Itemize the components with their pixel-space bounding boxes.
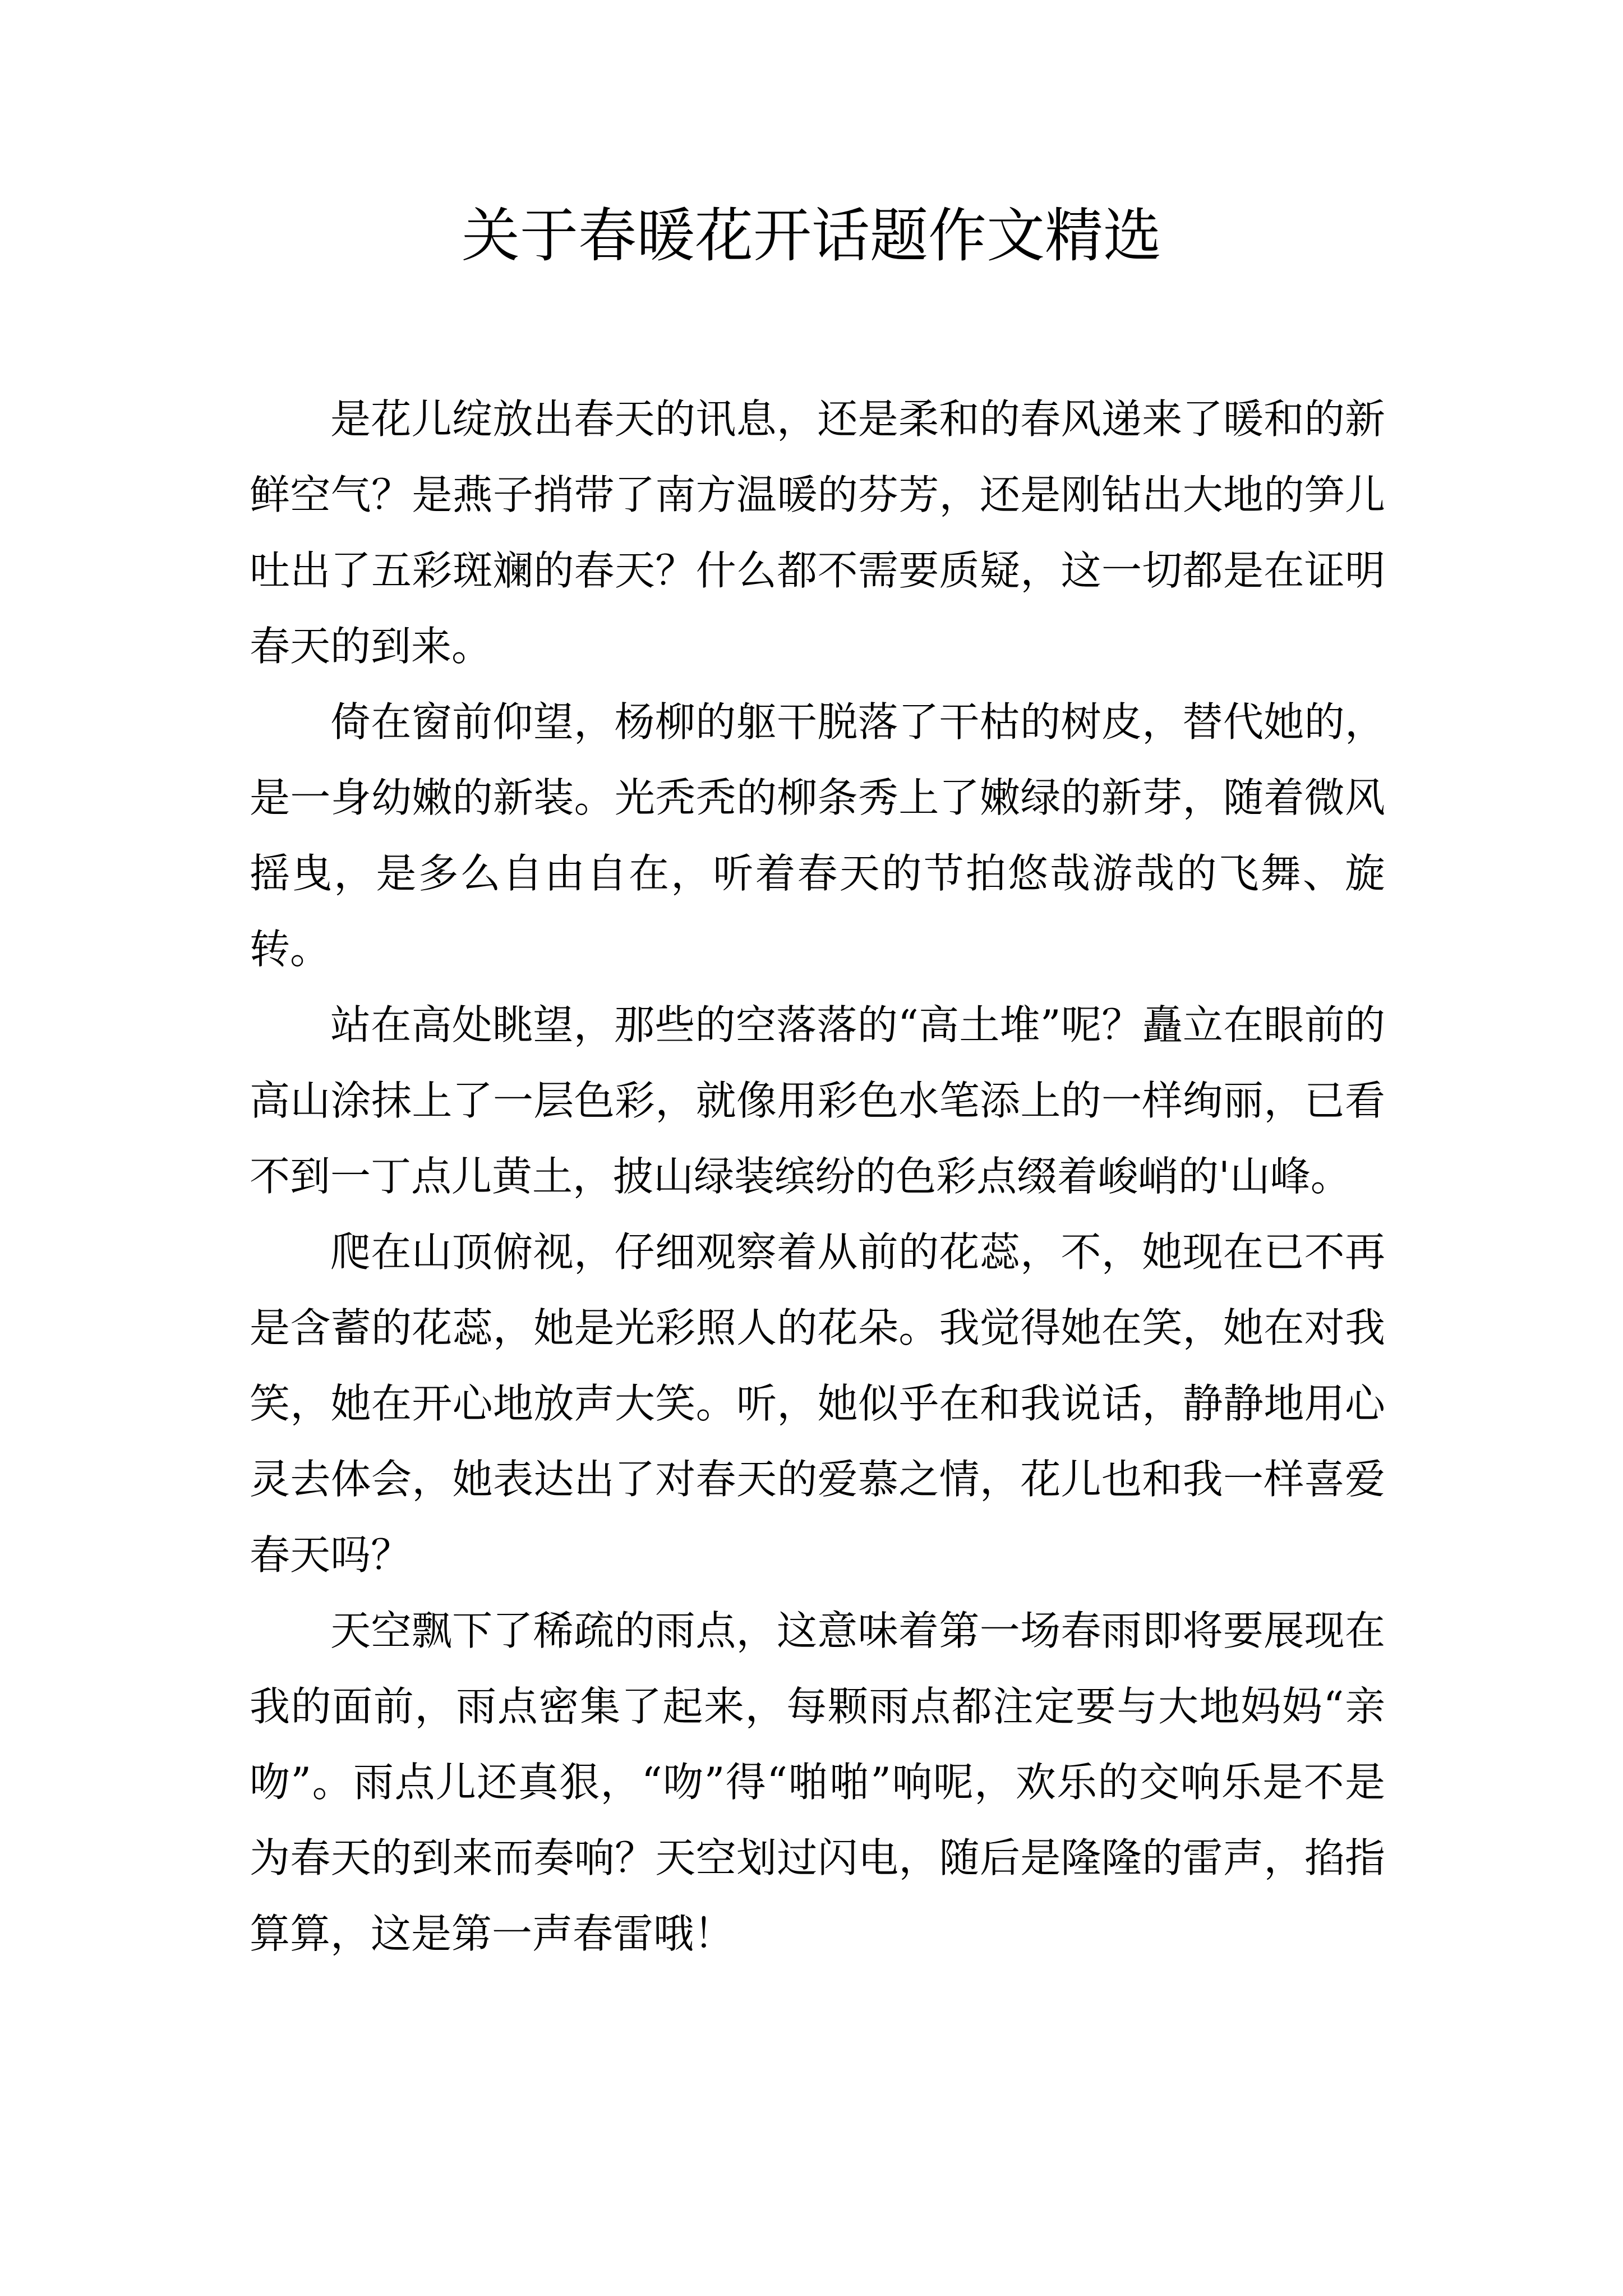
paragraph-5: 天空飘下了稀疏的雨点，这意味着第一场春雨即将要展现在我的面前，雨点密集了起来，每颗雨点都注定要与大地妈妈“亲吻”。雨点儿还真狠，“吻”得“啪啪”响呢，欢乐的交响乐是不是为春天的到来而奏响？天空划过闪电，随后是隆隆的雷声，掐指算算，这是第一声春雷哦！ (250, 1607, 1385, 1957)
paragraph-1: 是花儿绽放出春天的讯息，还是柔和的春风递来了暖和的新鲜空气？是燕子捎带了南方温暖的芬芳，还是刚钻出大地的笋儿吐出了五彩斑斓的春天？什么都不需要质疑，这一切都是在证明春天的到来。 (250, 395, 1385, 670)
document-title: 关于春暖花开话题作文精选 (461, 201, 1161, 270)
document-body (250, 381, 1385, 1972)
paragraph-4: 爬在山顶俯视，仔细观察着从前的花蕊，不，她现在已不再是含蓄的花蕊，她是光彩照人的花朵。我觉得她在笑，她在对我笑，她在开心地放声大笑。听，她似乎在和我说话，静静地用心灵去体会，她表达出了对春天的爱慕之情，花儿也和我一样喜爱春天吗？ (250, 1228, 1385, 1579)
paragraph-2: 倚在窗前仰望，杨柳的躯干脱落了干枯的树皮，替代她的，是一身幼嫩的新装。光秃秃的柳条秀上了嫩绿的新芽，随着微风摇曳，是多么自由自在，听着春天的节拍悠哉游哉的飞舞、旋转。 (250, 698, 1385, 973)
paragraph-3: 站在高处眺望，那些的空落落的“高土堆”呢？矗立在眼前的高山涂抹上了一层色彩，就像用彩色水笔添上的一样绚丽，已看不到一丁点儿黄土，披山绿装缤纷的色彩点缀着峻峭的'山峰。 (250, 1001, 1385, 1200)
